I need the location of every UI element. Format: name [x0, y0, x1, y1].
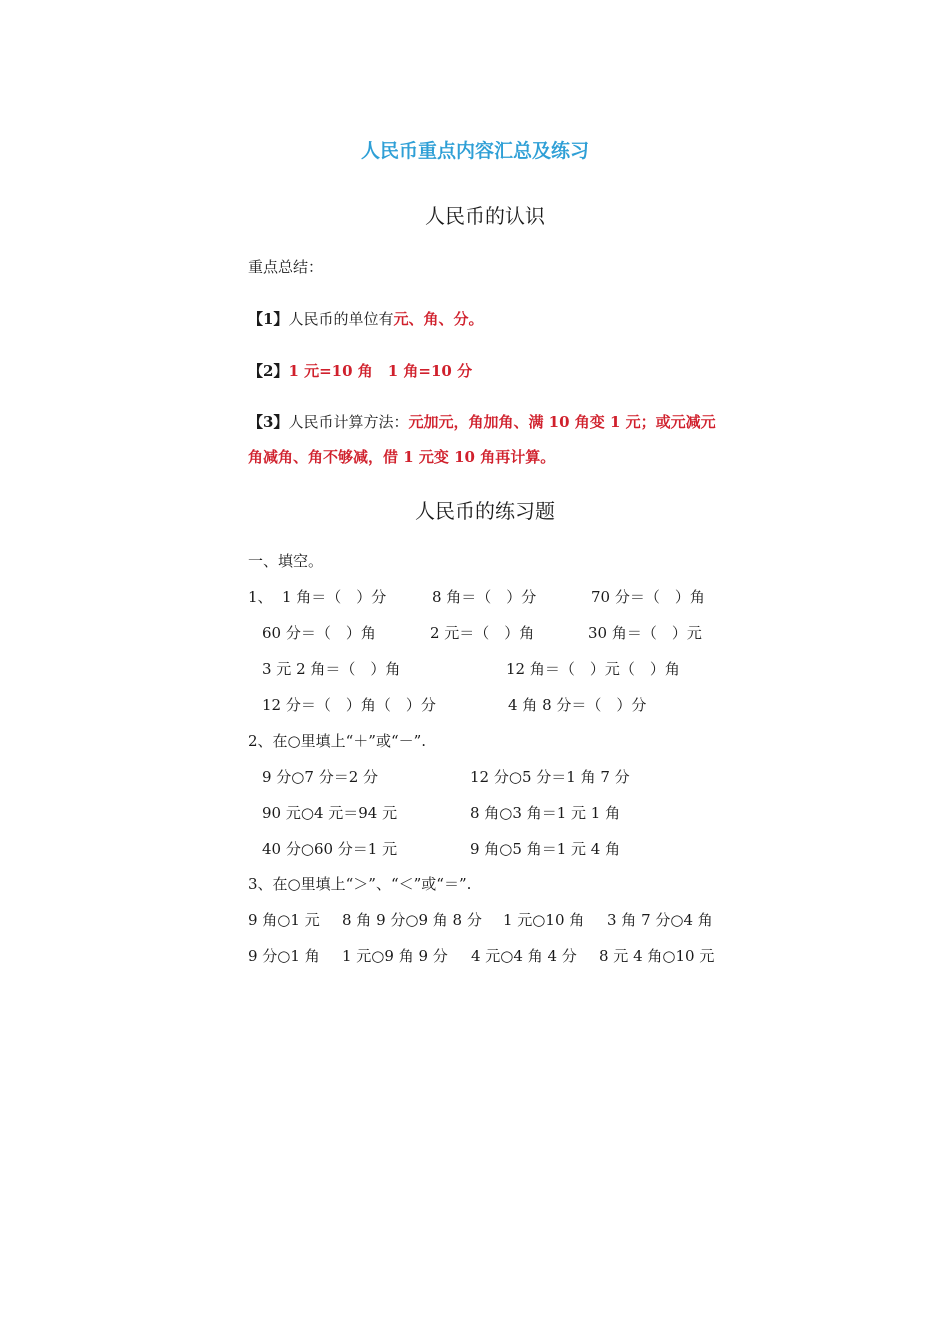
point-2 — [248, 360, 472, 381]
q1-item: 2 元＝（ ）角 — [430, 624, 535, 642]
q2-item: 40 分○60 分＝1 元 — [262, 840, 398, 858]
q1-item: 70 分＝（ ）角 — [591, 588, 705, 606]
point-2-prefix: 【2】 — [248, 362, 289, 380]
summary-label: 重点总结： — [248, 258, 324, 276]
point-1-highlight: 元、角、分。 — [393, 310, 484, 328]
point-3-text: 人民币计算方法： — [288, 413, 409, 431]
q3-item: 1 元○9 角 9 分 — [342, 947, 448, 965]
point-1 — [248, 308, 483, 329]
q1-item: 30 角＝（ ）元 — [588, 624, 702, 642]
q2-title: 2、在○里填上“＋”或“－”. — [248, 732, 427, 750]
q2-item: 9 分○7 分＝2 分 — [262, 768, 379, 786]
q1-item: 8 角＝（ ）分 — [432, 588, 537, 606]
q3-item: 3 角 7 分○4 角 — [607, 911, 713, 929]
section-title-exercises: 人民币的练习题 — [415, 499, 555, 523]
q1-item: 12 分＝（ ）角（ ）分 — [262, 696, 436, 714]
q3-item: 9 角○1 元 — [248, 911, 320, 929]
q3-item: 8 元 4 角○10 元 — [599, 947, 715, 965]
q3-item: 9 分○1 角 — [248, 947, 320, 965]
q2-item: 90 元○4 元＝94 元 — [262, 804, 398, 822]
main-title: 人民币重点内容汇总及练习 — [360, 140, 589, 162]
q1-item: 4 角 8 分＝（ ）分 — [508, 696, 647, 714]
point-1-prefix: 【1】 — [248, 310, 289, 328]
q3-item: 4 元○4 角 4 分 — [471, 947, 577, 965]
part-1-title: 一、填空。 — [248, 552, 324, 570]
point-2-highlight: 1 元=10 角 1 角=10 分 — [288, 362, 473, 380]
q2-item: 12 分○5 分＝1 角 7 分 — [470, 768, 630, 786]
point-3-line-2: 角减角、角不够减，借 1 元变 10 角再计算。 — [248, 448, 556, 466]
point-3-prefix: 【3】 — [248, 413, 289, 431]
q1-item: 60 分＝（ ）角 — [262, 624, 376, 642]
q1-item: 3 元 2 角＝（ ）角 — [262, 660, 401, 678]
point-3-highlight-1: 元加元，角加角、满 10 角变 1 元；或元减元 — [408, 413, 716, 431]
q3-item: 1 元○10 角 — [503, 911, 585, 929]
q1-item: 12 角＝（ ）元（ ）角 — [506, 660, 680, 678]
section-title-recognition: 人民币的认识 — [425, 204, 545, 228]
q3-item: 8 角 9 分○9 角 8 分 — [342, 911, 482, 929]
q2-item: 8 角○3 角＝1 元 1 角 — [470, 804, 621, 822]
point-1-text: 人民币的单位有 — [288, 310, 394, 328]
q2-item: 9 角○5 角＝1 元 4 角 — [470, 840, 621, 858]
point-3-line-1 — [248, 411, 716, 432]
q1-prefix: 1、 — [248, 588, 273, 606]
q3-title: 3、在○里填上“＞”、“＜”或“＝”. — [248, 875, 472, 893]
q1-item: 1 角＝（ ）分 — [282, 588, 387, 606]
